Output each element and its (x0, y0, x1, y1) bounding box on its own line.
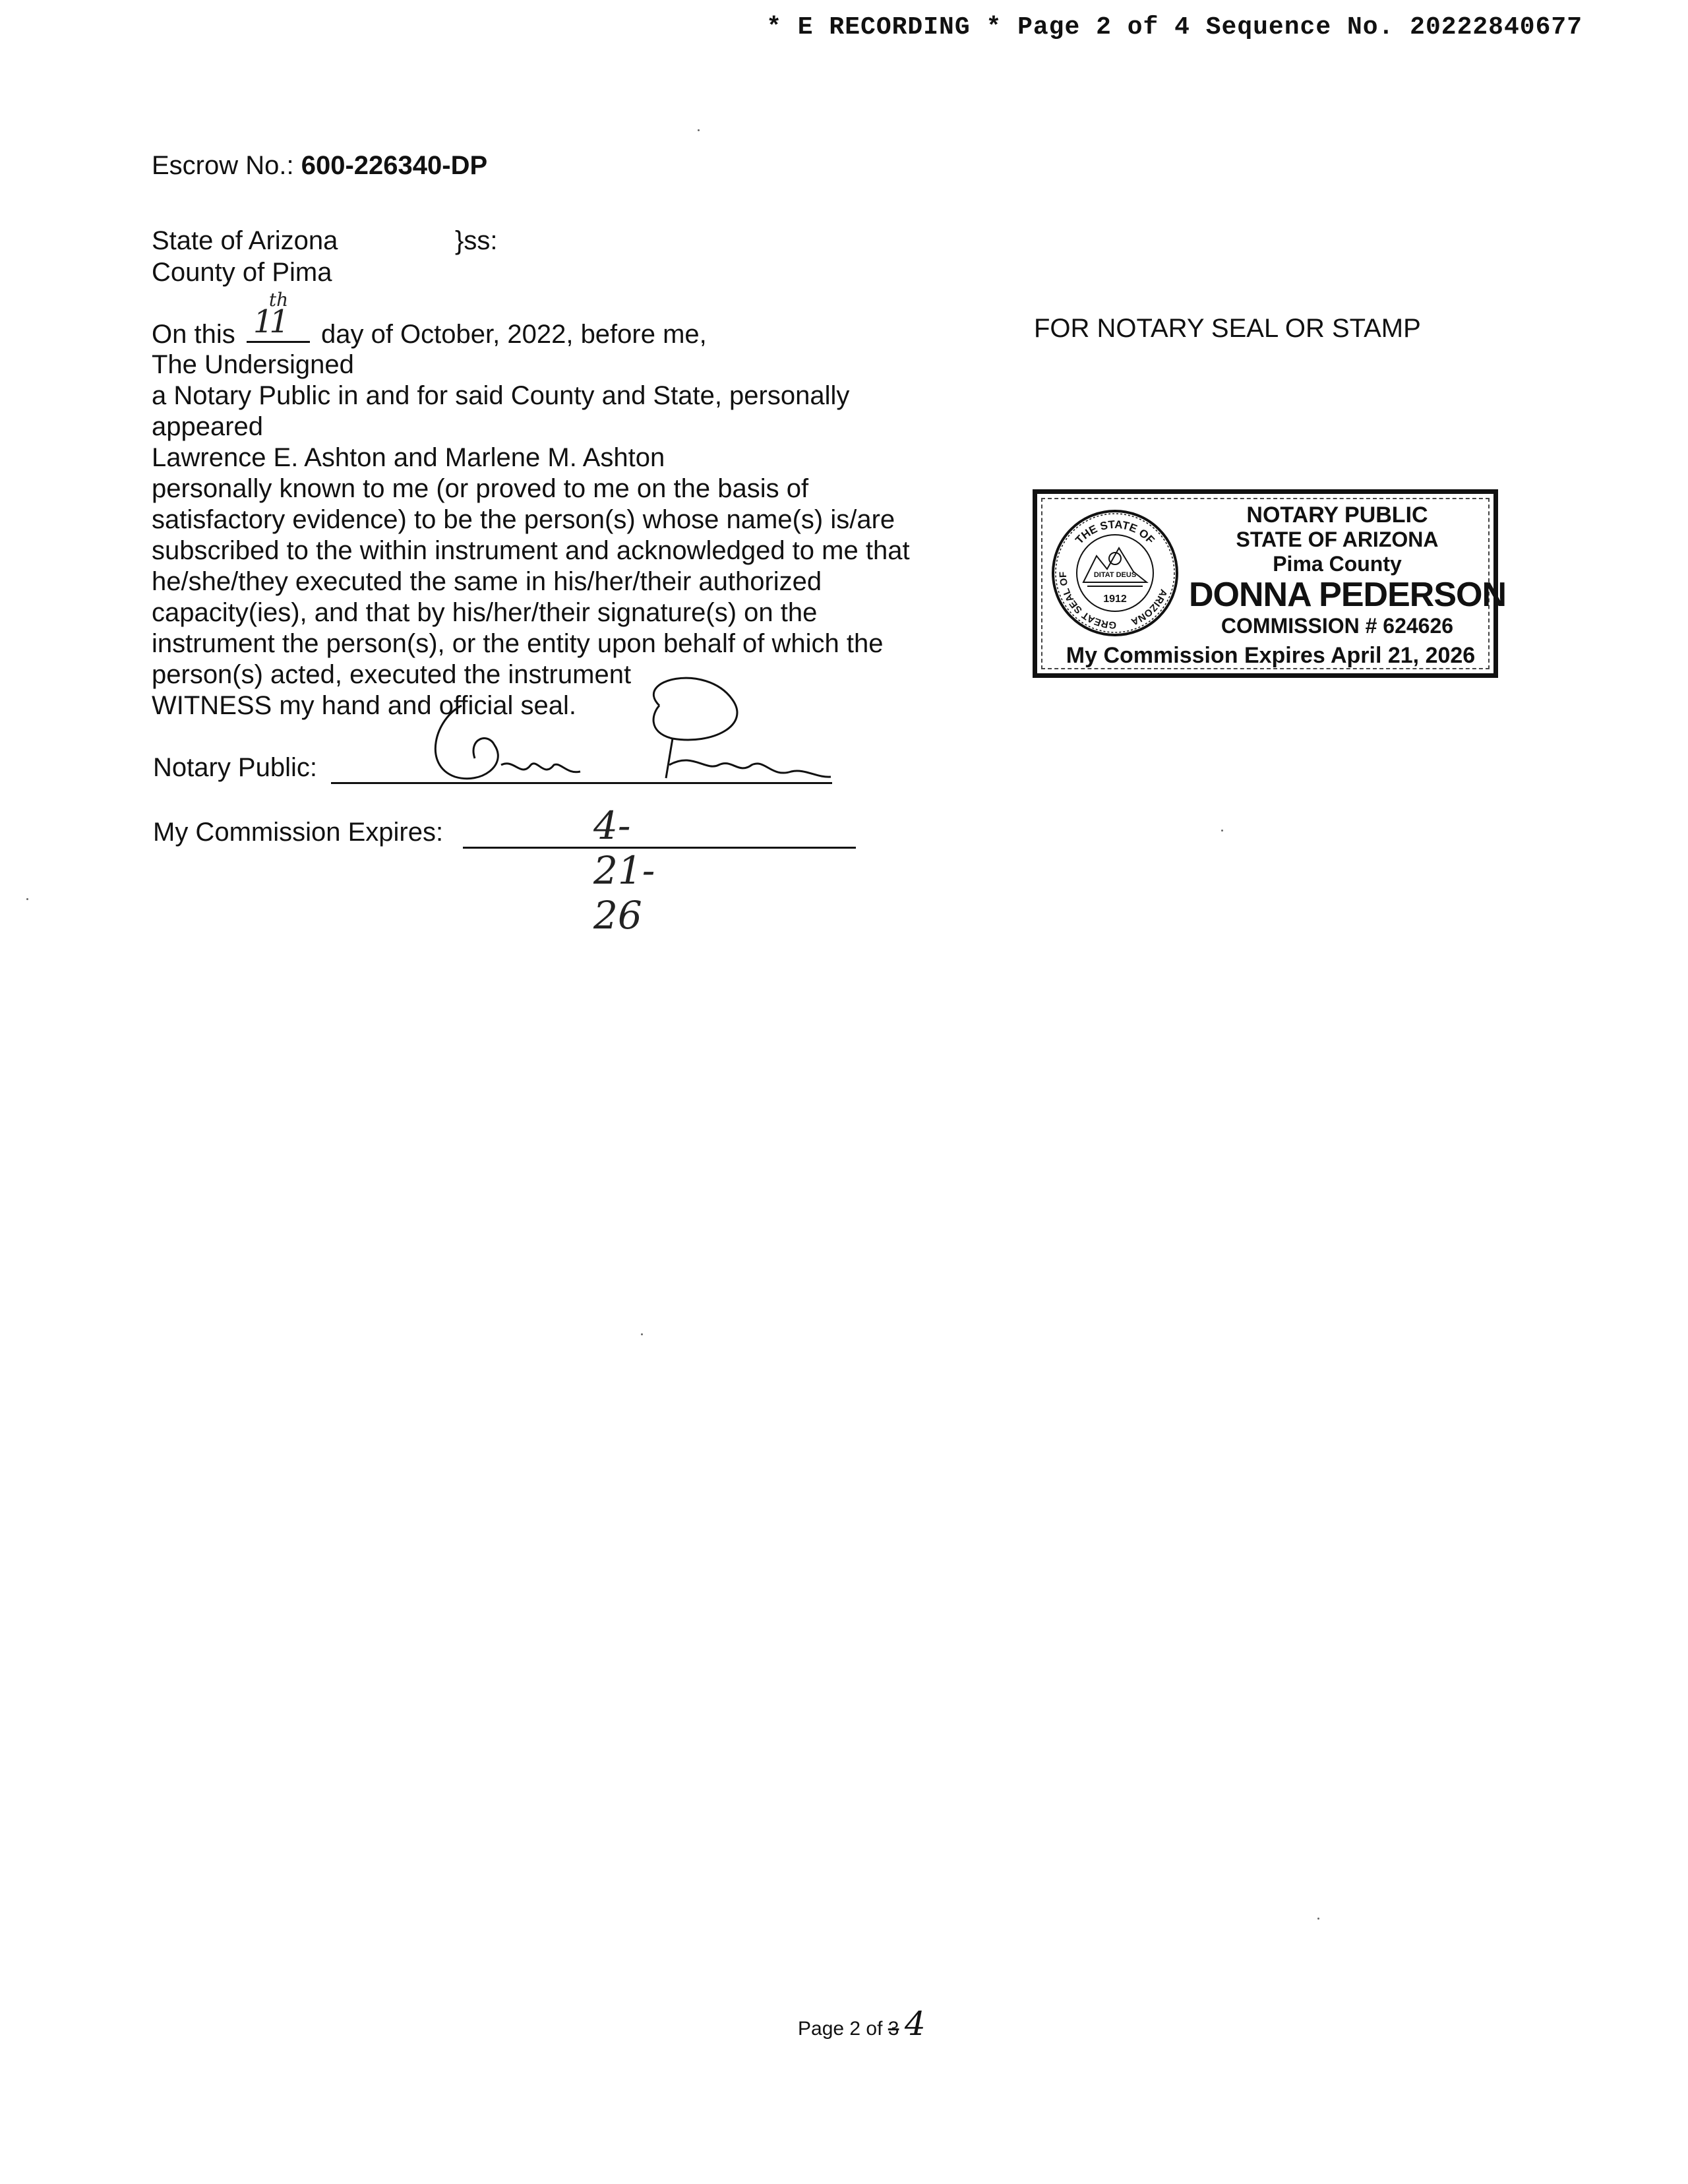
footer-handwritten-number: 4 (904, 2005, 926, 2043)
escrow-number: 600-226340-DP (301, 151, 488, 180)
stamp-notary-name: DONNA PEDERSON (1189, 576, 1507, 614)
stamp-text-block (1189, 502, 1507, 638)
acknowledgment-line: personally known to me (or proved to me on the basis of (152, 474, 809, 503)
acknowledgment-date-line (152, 289, 910, 349)
recording-header: * E RECORDING * Page 2 of 4 Sequence No. 20222840677 (766, 13, 1582, 42)
venue-ss: }ss: (455, 226, 498, 255)
seal-motto: DITAT DEUS (1093, 571, 1137, 579)
commission-expires-handwritten: 4-21-26 (593, 803, 655, 938)
stamp-commission: COMMISSION # 624626 (1221, 614, 1454, 638)
day-blank (247, 289, 310, 343)
acknowledgment-line: capacity(ies), and that by his/her/their signature(s) on the (152, 598, 818, 627)
day-rest-text: day of October, 2022, before me, (320, 320, 707, 349)
acknowledgment-line: instrument the person(s), or the entity upon behalf of which the (152, 629, 884, 658)
on-this-text: On this (152, 320, 235, 349)
escrow-line (152, 150, 487, 181)
scan-speck (1221, 830, 1223, 832)
stamp-line-state: STATE OF ARIZONA (1236, 528, 1439, 551)
page-footer (798, 2005, 926, 2043)
seal-left-text: GREAT SEAL OF (1057, 571, 1117, 631)
acknowledgment-line: he/she/they executed the same in his/her/their authorized (152, 567, 822, 596)
acknowledgment-line: Lawrence E. Ashton and Marlene M. Ashton (152, 443, 665, 472)
day-superscript-handwritten: th (268, 289, 289, 311)
acknowledgment-line: satisfactory evidence) to be the person(s) whose name(s) is/are (152, 505, 895, 534)
great-seal-icon (1050, 508, 1180, 638)
seal-area-label: FOR NOTARY SEAL OR STAMP (1034, 314, 1421, 343)
acknowledgment-line: subscribed to the within instrument and acknowledged to me that (152, 536, 910, 565)
svg-text:THE STATE OF (1073, 518, 1157, 547)
venue-state: State of Arizona (152, 226, 338, 255)
notary-signature-row (153, 753, 317, 783)
seal-top-text: THE STATE OF (1073, 518, 1157, 547)
footer-prefix: Page 2 of (798, 2018, 883, 2040)
notary-public-label: Notary Public: (153, 753, 317, 782)
seal-right-text: ARIZONA (1129, 587, 1170, 628)
scan-speck (26, 898, 28, 900)
stamp-expiration: My Commission Expires April 21, 2026 (1066, 643, 1476, 668)
acknowledgment-paragraph (152, 289, 910, 721)
scan-speck (641, 1333, 643, 1335)
commission-expires-row (153, 803, 655, 938)
commission-expires-line (463, 847, 856, 849)
commission-expires-label: My Commission Expires: (153, 818, 444, 847)
acknowledgment-line: WITNESS my hand and official seal. (152, 691, 576, 720)
acknowledgment-line: person(s) acted, executed the instrument (152, 660, 632, 689)
notary-stamp (1033, 489, 1507, 678)
notary-signature-icon (396, 666, 844, 798)
escrow-label: Escrow No.: (152, 151, 294, 180)
venue-county: County of Pima (152, 258, 332, 287)
stamp-line-notary-public: NOTARY PUBLIC (1246, 502, 1428, 528)
stamp-line-county: Pima County (1273, 552, 1402, 576)
day-handwritten: 11 (253, 303, 286, 340)
acknowledgment-line: The Undersigned (152, 350, 354, 379)
acknowledgment-line: a Notary Public in and for said County and State, personally (152, 381, 850, 410)
seal-year: 1912 (1103, 593, 1127, 605)
acknowledgment-line: appeared (152, 412, 264, 441)
scan-speck (698, 129, 700, 131)
scan-speck (1317, 1918, 1319, 1920)
footer-struck-number: 3 (888, 2018, 899, 2040)
